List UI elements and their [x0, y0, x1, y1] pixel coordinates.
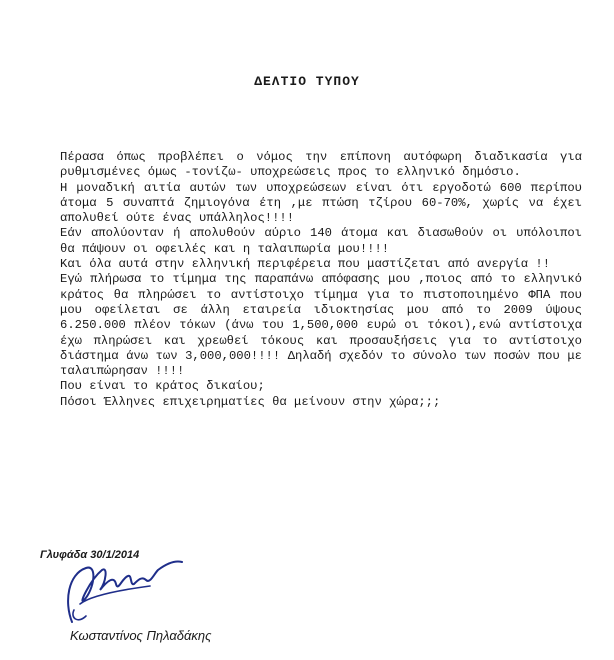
paragraph: Πόσοι Έλληνες επιχειρηματίες θα μείνουν στην χώρα;;;: [60, 394, 441, 409]
press-release-body: [60, 150, 582, 410]
press-release-title: ΔΕΛΤΙΟ ΤΥΠΟΥ: [254, 74, 360, 89]
place-date: Γλυφάδα 30/1/2014: [40, 549, 140, 561]
paragraph: Εάν απολύονταν ή απολυθούν αύριο 140 άτομα και διασωθούν οι υπόλοιποι θα πάψουν οι οφειλές και η ταλαιπωρία μου!!!!: [60, 226, 582, 256]
paragraph: Η μοναδική αιτία αυτών των υποχρεώσεων είναι ότι εργοδοτώ 600 περίπου άτομα 5 συναπτά ζημιογόνα έτη ,με πτώση τζίρου 60-70%, χωρίς να έχει απολυθεί ούτε ένας υπάλληλος!!!!: [60, 180, 582, 226]
signature: [50, 540, 190, 630]
paragraph: Πέρασα όπως προβλέπει ο νόμος την επίπονη αυτόφωρη διαδικασία για ρυθμισμένες όμως -τονίζω- υποχρεώσεις προς το ελληνικό δημόσιο.: [60, 150, 582, 180]
paragraph: Που είναι το κράτος δικαίου;: [60, 379, 265, 394]
signer-name: Κωσταντίνος Πηλαδάκης: [70, 628, 212, 643]
paragraph: Και όλα αυτά στην ελληνική περιφέρεια που μαστίζεται από ανεργία !!: [60, 257, 551, 272]
paragraph: Εγώ πλήρωσα το τίμημα της παραπάνω απόφασης μου ,ποιος από το ελληνικό κράτος θα πληρώσει το αντίστοιχο τίμημα για το πιστοποιημένο ΦΠΑ που μου οφείλεται σε άλλη εταιρεία ιδιοκτησίας μου από το 2009 ύψους 6.250.000 πλέον τόκων (άνω του 1,500,000 ευρώ οι τόκοι),ενώ αντίστοιχα έχω πληρώσει και χρεωθεί τόκους και προσαυξήσεις για το αντίστοιχο διάστημα άνω των 3,000,000!!!! Δηλαδή σχεδόν το σύνολο των ποσών που με ταλαιπώρησαν !!!!: [60, 272, 582, 379]
